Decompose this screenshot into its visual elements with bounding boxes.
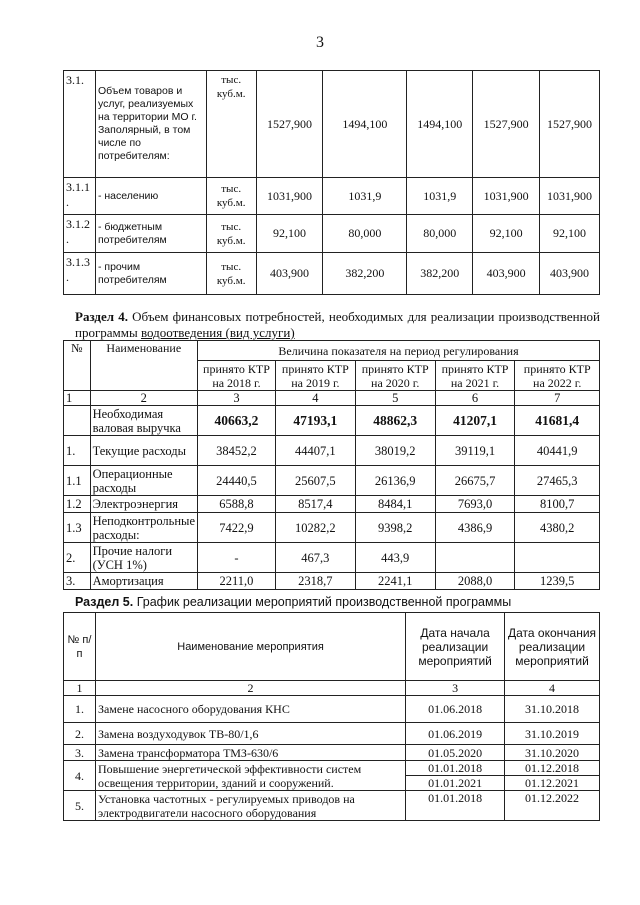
row-name: Неподконтрольные расходы:	[90, 513, 197, 543]
row-number: 3.1.1 .	[64, 178, 96, 215]
table-header-row	[64, 613, 600, 681]
end-date: 01.12.2021	[505, 776, 600, 791]
cell-value: 44407,1	[275, 436, 355, 466]
start-date: 01.06.2018	[406, 696, 505, 723]
col-num: 7	[515, 391, 600, 406]
end-date: 01.12.2022	[505, 791, 600, 821]
cell-value: 7693,0	[435, 496, 515, 513]
table-row	[64, 745, 600, 761]
row-number: 3.1.3 .	[64, 253, 96, 295]
cell-value: 1031,9	[407, 178, 473, 215]
schedule-table	[63, 612, 600, 821]
column-numbers-row	[64, 391, 600, 406]
cell-value: 1239,5	[515, 573, 600, 590]
row-number: 1.3	[64, 513, 91, 543]
cell-value: 24440,5	[198, 466, 276, 496]
cell-value: 8517,4	[275, 496, 355, 513]
end-date: 31.10.2020	[505, 745, 600, 761]
cell-value: 382,200	[407, 253, 473, 295]
col-num: 5	[355, 391, 435, 406]
table-row	[64, 543, 600, 573]
cell-value: 38019,2	[355, 436, 435, 466]
cell-value: 26136,9	[355, 466, 435, 496]
cell-value: 8100,7	[515, 496, 600, 513]
row-name: Текущие расходы	[90, 436, 197, 466]
table-row	[64, 253, 600, 295]
section-5-title-bold: Раздел 5.	[75, 595, 134, 609]
table-row	[64, 406, 600, 436]
cell-value: 403,900	[540, 253, 600, 295]
row-number: 4.	[64, 761, 96, 791]
col-num: 3	[406, 681, 505, 696]
row-number: 1.1	[64, 466, 91, 496]
row-label: Объем товаров и услуг, реализуемых на территории МО г. Заполярный, в том числе по потребителям:	[95, 71, 206, 178]
cell-value: 2318,7	[275, 573, 355, 590]
row-number: 3.1.2 .	[64, 215, 96, 253]
table-row	[64, 466, 600, 496]
table-row	[64, 71, 600, 178]
col-num: 2	[90, 391, 197, 406]
row-number: 3.1.	[64, 71, 96, 178]
row-number	[64, 406, 91, 436]
cell-value: 1527,900	[256, 71, 323, 178]
cell-value: 40663,2	[198, 406, 276, 436]
section-5-title-text: График реализации мероприятий производственной программы	[133, 595, 512, 609]
cell-value: 8484,1	[355, 496, 435, 513]
cell-value: 403,900	[473, 253, 540, 295]
table-row	[64, 696, 600, 723]
row-label: - бюджетным потребителям	[95, 215, 206, 253]
table-row	[64, 496, 600, 513]
end-date: 31.10.2018	[505, 696, 600, 723]
cell-value: 47193,1	[275, 406, 355, 436]
section-4-title-underlined: водоотведения (вид услуги)	[141, 325, 295, 340]
cell-value: 382,200	[323, 253, 407, 295]
section-4-title-text: Объем финансовых потребностей, необходимых для реализации производственной программы	[75, 309, 600, 340]
cell-value: 1031,900	[540, 178, 600, 215]
cell-value: 41207,1	[435, 406, 515, 436]
row-label: - населению	[95, 178, 206, 215]
table-row	[64, 215, 600, 253]
activity-name: Повышение энергетической эффективности систем освещения территории, зданий и сооружений.	[95, 761, 405, 791]
header-num: №	[64, 341, 91, 391]
section-4-title-bold: Раздел 4.	[75, 309, 128, 324]
cell-value: 1031,900	[473, 178, 540, 215]
cell-value: 40441,9	[515, 436, 600, 466]
row-name: Электроэнергия	[90, 496, 197, 513]
cell-value: 1494,100	[407, 71, 473, 178]
row-name: Амортизация	[90, 573, 197, 590]
cell-value: 1527,900	[540, 71, 600, 178]
table-row	[64, 723, 600, 745]
row-number: 2.	[64, 723, 96, 745]
header-year: принято КТР на 2020 г.	[355, 361, 435, 391]
cell-value: 92,100	[256, 215, 323, 253]
header-year: принято КТР на 2018 г.	[198, 361, 276, 391]
table-row	[64, 513, 600, 543]
cell-value: 38452,2	[198, 436, 276, 466]
header-year: принято КТР на 2022 г.	[515, 361, 600, 391]
header-year: принято КТР на 2019 г.	[275, 361, 355, 391]
cell-value: 80,000	[323, 215, 407, 253]
cell-value: 6588,8	[198, 496, 276, 513]
row-name: Необходимая валовая выручка	[90, 406, 197, 436]
cell-value: 25607,5	[275, 466, 355, 496]
row-unit: тыс. куб.м.	[206, 71, 256, 178]
activity-name: Замене насосного оборудования КНС	[95, 696, 405, 723]
row-name: Прочие налоги (УСН 1%)	[90, 543, 197, 573]
cell-value: 80,000	[407, 215, 473, 253]
table-row	[64, 436, 600, 466]
header-name: Наименование	[90, 341, 197, 391]
cell-value: 9398,2	[355, 513, 435, 543]
col-num: 1	[64, 391, 91, 406]
header-period: Величина показателя на период регулирования	[198, 341, 600, 361]
cell-value: 39119,1	[435, 436, 515, 466]
cell-value: 7422,9	[198, 513, 276, 543]
cell-value: 92,100	[473, 215, 540, 253]
start-date: 01.01.2018	[406, 761, 505, 776]
col-num: 6	[435, 391, 515, 406]
section-5-title	[75, 594, 511, 610]
start-date: 01.06.2019	[406, 723, 505, 745]
header-end: Дата окончания реализации мероприятий	[505, 613, 600, 681]
row-label: - прочим потребителям	[95, 253, 206, 295]
table-row	[64, 791, 600, 821]
cell-value: 1031,900	[256, 178, 323, 215]
activity-name: Замена воздуходувок ТВ-80/1,6	[95, 723, 405, 745]
table-header-row	[64, 341, 600, 361]
col-num: 3	[198, 391, 276, 406]
row-unit: тыс. куб.м.	[206, 215, 256, 253]
financial-needs-table	[63, 340, 600, 590]
table-row	[64, 573, 600, 590]
volume-table	[63, 70, 600, 295]
table-row	[64, 761, 600, 776]
cell-value: 2088,0	[435, 573, 515, 590]
start-date: 01.01.2021	[406, 776, 505, 791]
column-numbers-row	[64, 681, 600, 696]
col-num: 4	[505, 681, 600, 696]
col-num: 2	[95, 681, 405, 696]
cell-value: 2241,1	[355, 573, 435, 590]
table-row	[64, 178, 600, 215]
cell-value: 27465,3	[515, 466, 600, 496]
cell-value: 467,3	[275, 543, 355, 573]
row-number: 5.	[64, 791, 96, 821]
cell-value: 48862,3	[355, 406, 435, 436]
cell-value: 92,100	[540, 215, 600, 253]
cell-value: 1494,100	[323, 71, 407, 178]
cell-value: 2211,0	[198, 573, 276, 590]
header-name: Наименование мероприятия	[95, 613, 405, 681]
header-year: принято КТР на 2021 г.	[435, 361, 515, 391]
cell-value: 443,9	[355, 543, 435, 573]
cell-value	[515, 543, 600, 573]
row-number: 3.	[64, 745, 96, 761]
cell-value: 41681,4	[515, 406, 600, 436]
end-date: 01.12.2018	[505, 761, 600, 776]
cell-value: 26675,7	[435, 466, 515, 496]
section-4-title	[75, 309, 600, 341]
activity-name: Установка частотных - регулируемых приводов на электродвигатели насосного оборудования	[95, 791, 405, 821]
col-num: 4	[275, 391, 355, 406]
activity-name: Замена трансформатора ТМЗ-630/6	[95, 745, 405, 761]
header-num: № п/п	[64, 613, 96, 681]
start-date: 01.01.2018	[406, 791, 505, 821]
cell-value: 1527,900	[473, 71, 540, 178]
row-number: 1.	[64, 696, 96, 723]
cell-value	[435, 543, 515, 573]
cell-value: -	[198, 543, 276, 573]
row-unit: тыс. куб.м.	[206, 253, 256, 295]
row-unit: тыс. куб.м.	[206, 178, 256, 215]
cell-value: 403,900	[256, 253, 323, 295]
end-date: 31.10.2019	[505, 723, 600, 745]
row-number: 2.	[64, 543, 91, 573]
row-number: 3.	[64, 573, 91, 590]
row-number: 1.	[64, 436, 91, 466]
cell-value: 10282,2	[275, 513, 355, 543]
cell-value: 1031,9	[323, 178, 407, 215]
start-date: 01.05.2020	[406, 745, 505, 761]
header-start: Дата начала реализации мероприятий	[406, 613, 505, 681]
row-number: 1.2	[64, 496, 91, 513]
cell-value: 4386,9	[435, 513, 515, 543]
row-name: Операционные расходы	[90, 466, 197, 496]
col-num: 1	[64, 681, 96, 696]
cell-value: 4380,2	[515, 513, 600, 543]
page-number: 3	[316, 34, 324, 51]
